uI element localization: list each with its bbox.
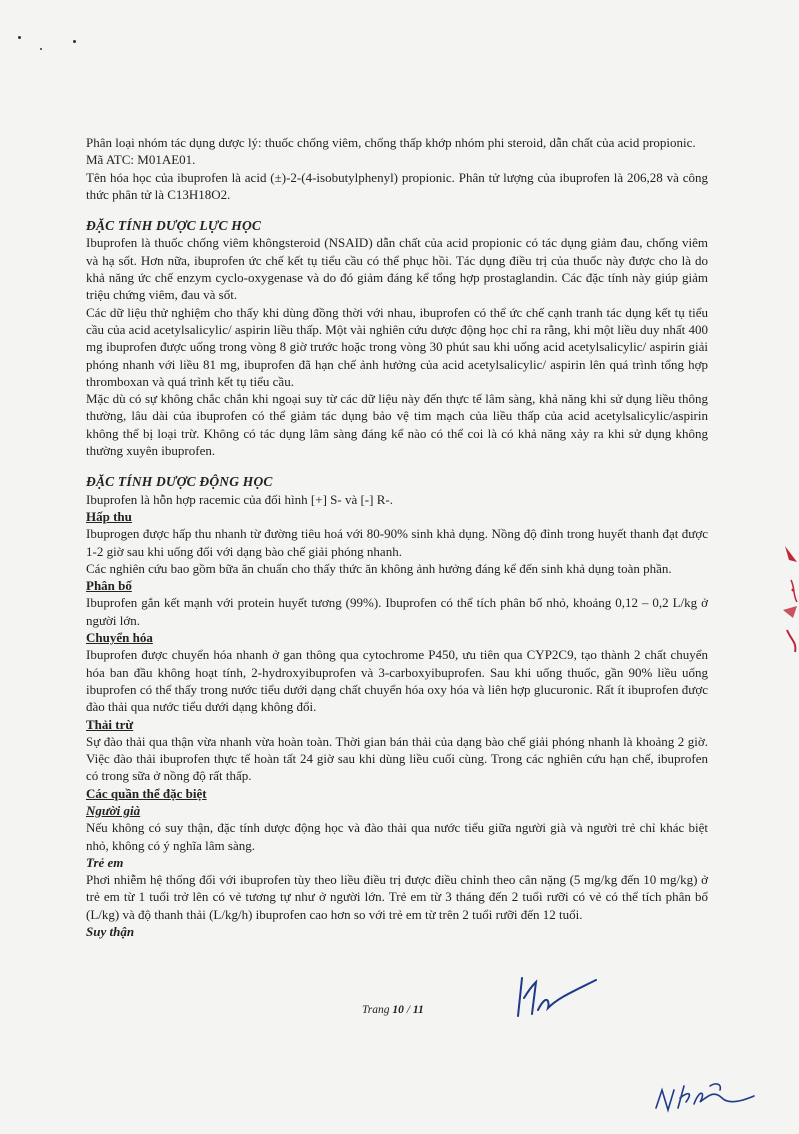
footer-prefix: Trang <box>362 1004 393 1016</box>
absorption-paragraph: Ibuprogen được hấp thu nhanh từ đường tiêu hoá với 80-90% sinh khả dụng. Nồng độ đỉnh trong huyết thanh đạt được 1-2 giờ sau khi uống đối với dạng bào chế giải phóng nhanh. <box>86 526 708 559</box>
pharmacodynamics-paragraph: Mặc dù có sự không chắc chắn khi ngoại suy từ các dữ liệu này đến thực tế lâm sàng, khả năng khi sử dụng liều thông thường, lâu dài của ibuprofen có thể giảm tác dụng bảo vệ tim mạch của liều thấp của acid acetylsalicylic/aspirin không thể bị loại trừ. Không có tác dụng lâm sàng đáng kể nào có thể coi là có khả năng xảy ra khi sử dụng không thường xuyên ibuprofen. <box>86 391 708 459</box>
children-paragraph: Phơi nhiễm hệ thống đối với ibuprofen tùy theo liều điều trị được điều chỉnh theo cân nặng (5 mg/kg đến 10 mg/kg) ở trẻ em từ 1 tuổi trở lên có vẻ tương tự như ở người lớn. Trẻ em từ 3 tháng đến 2 tuổi rưỡi có vẻ có thể tích phân bố (L/kg) và độ thanh thải (L/kg/h) ibuprofen cao hơn so với trẻ em từ trên 2 tuổi rưỡi đến 12 tuổi. <box>86 872 708 922</box>
footer-separator: / <box>403 1004 413 1016</box>
absorption-heading: Hấp thu <box>86 508 132 524</box>
pharmacokinetics-heading: ĐẶC TÍNH DƯỢC ĐỘNG HỌC <box>86 474 273 490</box>
distribution-heading: Phân bố <box>86 578 132 594</box>
page-footer <box>362 1004 424 1016</box>
document-body <box>86 134 708 940</box>
pharmacodynamics-paragraph: Ibuprofen là thuốc chống viêm khôngsteroid (NSAID) dẫn chất của acid propionic có tác dụng giảm đau, chống viêm và hạ sốt. Hơn nữa, ibuprofen ức chế kết tụ tiểu cầu có thể phục hồi. Tác dụng điều trị của thuốc này được cho là do khả năng ức chế enzym cyclo-oxygenase và do đó giảm đáng kể tổng hợp prostaglandin. Các đặc tính này giúp giảm triệu chứng viêm, đau và sốt. <box>86 235 708 303</box>
pharmacodynamics-heading: ĐẶC TÍNH DƯỢC LỰC HỌC <box>86 218 262 234</box>
page-total: 11 <box>412 1004 424 1016</box>
intro-atc-code: Mã ATC: M01AE01. <box>86 152 196 168</box>
page-number: 10 <box>392 1004 404 1016</box>
children-heading: Trẻ em <box>86 854 124 870</box>
renal-impairment-heading: Suy thận <box>86 924 135 940</box>
elimination-heading: Thải trừ <box>86 716 134 732</box>
metabolism-heading: Chuyển hóa <box>86 630 153 646</box>
handwritten-page-mark-icon <box>650 1068 760 1123</box>
elimination-paragraph: Sự đào thải qua thận vừa nhanh vừa hoàn toàn. Thời gian bán thải của dạng bào chế giải phóng nhanh là khoảng 2 giờ. Việc đào thải ibuprofen thực tế hoàn tất 24 giờ sau khi dùng liều cuối cùng. Trong các nghiên cứu hạn chế, ibuprofen có trong sữa ở nồng độ rất thấp. <box>86 733 708 784</box>
distribution-paragraph: Ibuprofen gắn kết mạnh với protein huyết tương (99%). Ibuprofen có thể tích phân bố nhỏ, khoảng 0,12 – 0,2 L/kg ở người lớn. <box>86 595 708 628</box>
signature-initials-icon <box>512 970 602 1025</box>
special-populations-heading: Các quần thể đặc biệt <box>86 785 207 801</box>
elderly-paragraph: Nếu không có suy thận, đặc tính dược động học và đào thải qua nước tiểu giữa người già và người trẻ chỉ khác biệt nhỏ, không có ý nghĩa lâm sàng. <box>86 820 708 853</box>
intro-chemical-name: Tên hóa học của ibuprofen là acid (±)-2-(4-isobutylphenyl) propionic. Phân tử lượng của ibuprofen là 206,28 và công thức phân tử là C13H18O2. <box>86 169 708 202</box>
absorption-paragraph: Các nghiên cứu bao gồm bữa ăn chuẩn cho thấy thức ăn không ảnh hưởng đáng kể đến sinh khả dụng toàn phần. <box>86 560 672 576</box>
red-stamp-edge-icon <box>771 540 799 680</box>
pharmacodynamics-paragraph: Các dữ liệu thử nghiệm cho thấy khi dùng đồng thời với nhau, ibuprofen có thể ức chế cạnh tranh tác dụng kết tụ tiểu cầu của acid acetylsalicylic/ aspirin liều thấp. Một vài nghiên cứu dược động học chỉ ra rằng, khi một liều duy nhất 400 mg ibuprofen được uống trong vòng 8 giờ trước hoặc trong vòng 30 phút sau khi uống acid acetylsalicylic/ aspirin giải phóng nhanh với liều 81 mg, ibuprofen đã hạn chế ảnh hưởng của acid acetylsalicylic/ aspirin lên quá trình tổng hợp thromboxan và quá trình kết tụ tiểu cầu. <box>86 304 708 389</box>
pharmacokinetics-intro: Ibuprofen là hỗn hợp racemic của đối hình [+] S- và [-] R-. <box>86 491 393 507</box>
elderly-heading: Người già <box>86 802 141 818</box>
metabolism-paragraph: Ibuprofen được chuyển hóa nhanh ở gan thông qua cytochrome P450, ưu tiên qua CYP2C9, tạo thành 2 chất chuyển hóa ban đầu không hoạt tính, 2-hydroxyibuprofen và 3-carboxyibuprofen. Sau khi uống thuốc, gần 90% liều uống ibuprofen có thể thấy trong nước tiểu dưới dạng chất chuyển hóa oxy hóa và liên hợp glucuronic. Rất ít ibuprofen được đào thải qua nước tiểu dưới dạng không đổi. <box>86 647 708 715</box>
intro-classification: Phân loại nhóm tác dụng dược lý: thuốc chống viêm, chống thấp khớp nhóm phi steroid, dẫn chất của acid propionic. <box>86 135 696 150</box>
